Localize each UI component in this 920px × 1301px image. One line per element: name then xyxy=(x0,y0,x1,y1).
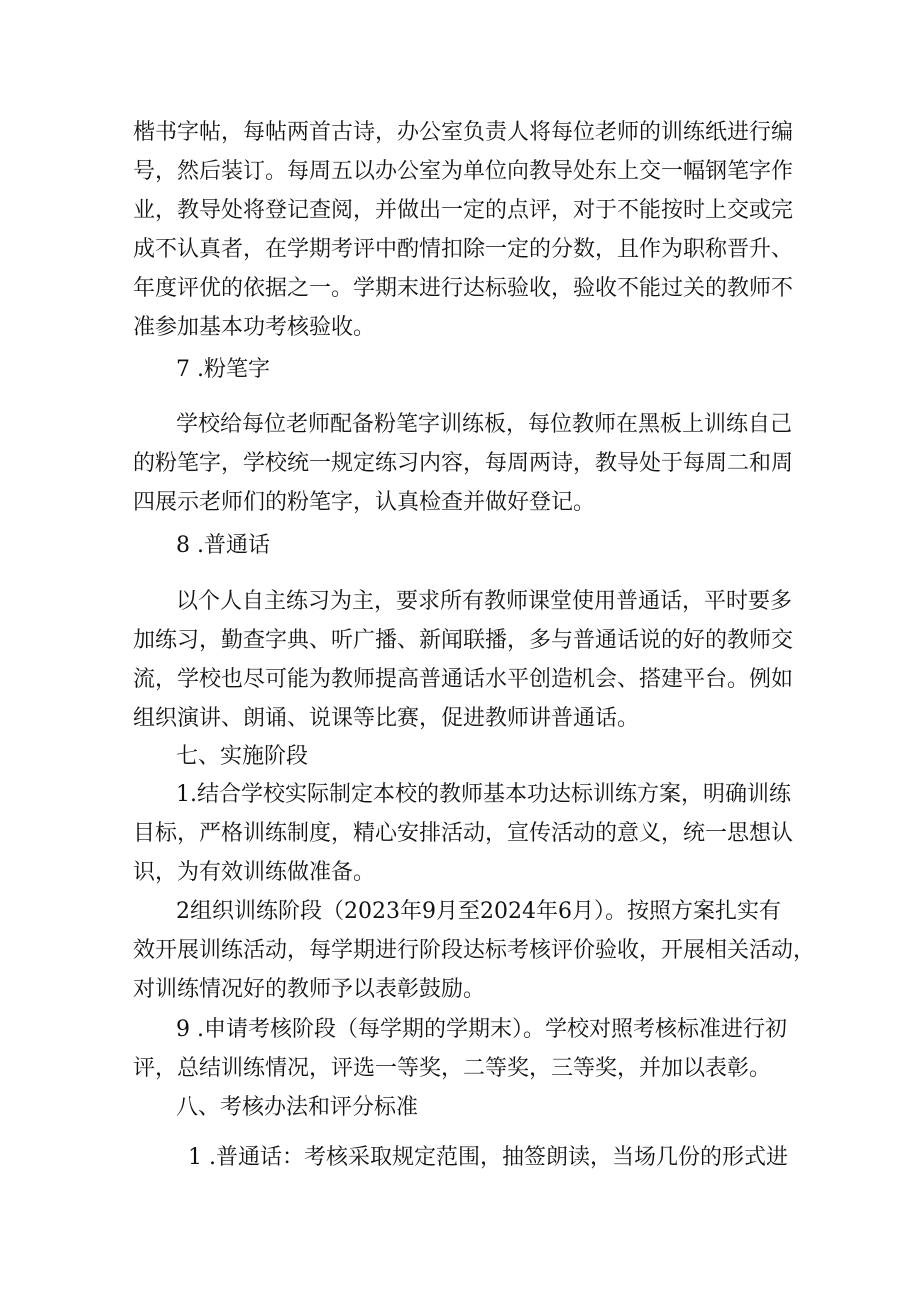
paragraph-line: 成不认真者，在学期考评中酌情扣除一定的分数，且作为职称晋升、 xyxy=(133,237,794,262)
paragraph-line: 组织演讲、朗诵、说课等比赛，促进教师讲普通话。 xyxy=(133,706,640,731)
paragraph-line: 号，然后装订。每周五以办公室为单位向教导处东上交一幅钢笔字作 xyxy=(133,159,794,184)
paragraph-line: 流，学校也尽可能为教师提高普通话水平创造机会、搭建平台。例如 xyxy=(133,667,794,692)
paragraph-line: 年度评优的依据之一。学期末进行达标验收，验收不能过关的教师不 xyxy=(133,276,794,301)
paragraph-line: 1.结合学校实际制定本校的教师基本功达标训练方案，明确训练 xyxy=(176,782,791,807)
paragraph-line: 目标，严格训练制度，精心安排活动，宣传活动的意义，统一思想认 xyxy=(133,821,794,846)
paragraph-line: 效开展训练活动，每学期进行阶段达标考核评价验收，开展相关活动， xyxy=(133,938,816,963)
paragraph-line: 1 .普通话：考核采取规定范围，抽签朗读，当场几份的形式进 xyxy=(188,1145,788,1170)
section-heading: 8 .普通话 xyxy=(176,533,270,558)
section-heading: 八、考核办法和评分标准 xyxy=(176,1095,419,1120)
paragraph-line: 加练习，勤查字典、听广播、新闻联播，多与普通话说的好的教师交 xyxy=(133,628,794,653)
paragraph-line: 识，为有效训练做准备。 xyxy=(133,860,376,885)
paragraph-line: 2组织训练阶段（2023年9月至2024年6月）。按照方案扎实有 xyxy=(176,899,781,924)
section-heading: 七、实施阶段 xyxy=(176,744,309,769)
paragraph-line: 的粉笔字，学校统一规定练习内容，每周两诗，教导处于每周二和周 xyxy=(133,451,794,476)
paragraph-line: 准参加基本功考核验收。 xyxy=(133,315,376,340)
paragraph-line: 对训练情况好的教师予以表彰鼓励。 xyxy=(133,977,486,1002)
paragraph-line: 9 .申请考核阶段（每学期的学期末）。学校对照考核标准进行初 xyxy=(176,1017,787,1042)
paragraph-line: 学校给每位老师配备粉笔字训练板，每位教师在黑板上训练自己 xyxy=(176,412,793,437)
paragraph-line: 楷书字帖，每帖两首古诗，办公室负责人将每位老师的训练纸进行编 xyxy=(133,120,794,145)
paragraph-line: 以个人自主练习为主，要求所有教师课堂使用普通话，平时要多 xyxy=(176,589,793,614)
paragraph-line: 评，总结训练情况，评选一等奖，二等奖，三等奖，并加以表彰。 xyxy=(133,1056,772,1081)
paragraph-line: 业，教导处将登记查阅，并做出一定的点评，对于不能按时上交或完 xyxy=(133,198,794,223)
paragraph-line: 四展示老师们的粉笔字，认真检查并做好登记。 xyxy=(133,490,596,515)
section-heading: 7 .粉笔字 xyxy=(176,357,270,382)
